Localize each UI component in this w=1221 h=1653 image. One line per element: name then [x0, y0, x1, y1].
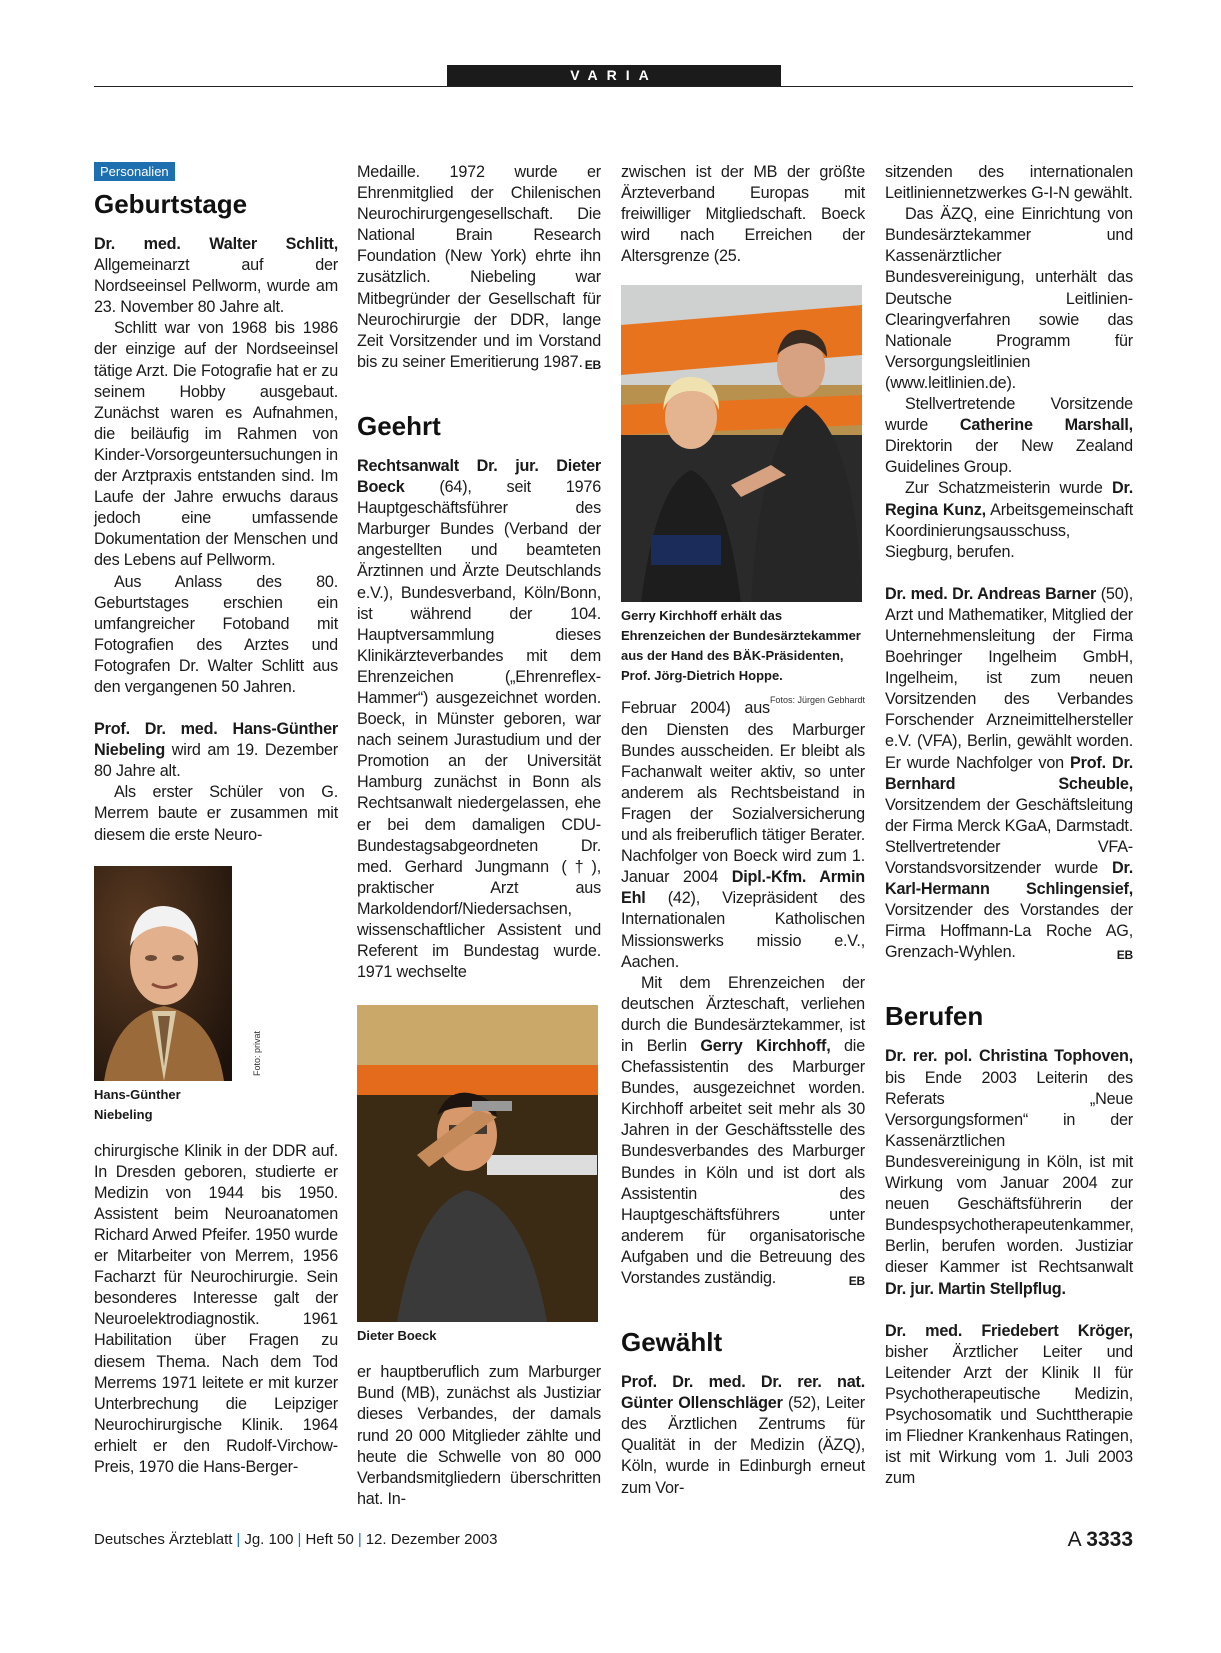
paragraph: Das ÄZQ, eine Einrichtung von Bundesärztekammer und Kassenärztlicher Bundesvereinigung, unterhält das Deutsche Leitlinien-Clearingverfahren sowie das Nationale Programm für Versorgungsleitlinien (www.leitlinien.de). [885, 205, 1133, 392]
paragraph: Februar 2004) aus den Diensten des Marburger Bundes ausscheiden. Er bleibt als Fachanwalt weiter aktiv, so unter anderem als Rechtsbeistand in Fragen der Sozialversicherung und als freiberuflich tätiger Berater. Nachfolger von Boeck wird zum 1. Januar 2004 Dipl.-Kfm. Armin Ehl (42), Vizepräsident des Internationalen Katholischen Missionswerks missio e.V., Aachen. [621, 699, 865, 971]
person-name: Dr. rer. pol. Christina Tophoven, [885, 1047, 1133, 1066]
photo-gerry-kirchhoff [621, 285, 862, 602]
photo-credit: Fotos: Jürgen Gebhardt [769, 695, 865, 706]
paragraph: Dr. med. Walter Schlitt, Allgemeinarzt auf der Nordseeinsel Pellworm, wurde am 23. November 80 Jahre alt. [94, 235, 338, 317]
paragraph: er hauptberuflich zum Marburger Bund (MB), zunächst als Justiziar dieses Verbandes, der damals rund 20 000 Mitglieder zählte und heute die Schwelle von 80 000 Verbandsmitgliedern überschritten hat. In- [357, 1363, 601, 1508]
person-name: Dr. med. Dr. Andreas Barner [885, 584, 1097, 603]
paragraph: Prof. Dr. med. Dr. rer. nat. Günter Ollenschläger (52), Leiter des Ärztlichen Zentrums für Qualität in der Medizin (ÄZQ), Köln, wurde in Edinburgh erneut zum Vor- [621, 1373, 865, 1497]
issue: Heft 50 [305, 1531, 354, 1548]
paragraph: Rechtsanwalt Dr. jur. Dieter Boeck (64), seit 1976 Hauptgeschäftsführer des Marburger Bundes (Verband der angestellten und beamteten Ärztinnen und Ärzte Deutschlands e.V.), Bundesverband, Köln/Bonn, ist während der 104. Hauptversammlung dieses Klinikärzteverbandes mit dem Ehrenzeichen („Ehrenreflex-Hammer“) ausgezeichnet worden. Boeck, in Münster geboren, war nach seinem Jurastudium und der Promotion an der Universität Hamburg zunächst in Bonn als Rechtsanwalt niedergelassen, ehe er bei dem damaligen CDU-Bundestagsabgeordneten Dr. med. Gerhard Jungmann (†), praktischer Arzt aus Markoldendorf/Niedersachsen, wissenschaftlicher Assistent und Referent im Bundestag wurde. 1971 wechselte [357, 456, 601, 982]
person-name: Prof. Dr. med. Hans-Günther Niebeling [94, 720, 338, 760]
paragraph: Mit dem Ehrenzeichen der deutschen Ärzteschaft, verliehen durch die Bundesärztekammer, ist in Berlin Gerry Kirchhoff, die Chefassistentin des Marburger Bundes, ausgezeichnet worden. Kirchhoff arbeitet seit mehr als 30 Jahren in der Geschäftsstelle des Bundesverbandes des Marburger Bundes in Köln und ist dort als Assistentin des Hauptgeschäftsführers unter anderem für organisatorische Aufgaben und die Betreuung des Vorstandes zuständig. EB [621, 973, 865, 1289]
person-name: Rechtsanwalt Dr. jur. Dieter Boeck [357, 456, 601, 497]
heading-berufen: Berufen [885, 1001, 984, 1032]
section-header: VARIA [447, 65, 781, 86]
photo-caption: Gerry Kirchhoff erhält das Ehrenzeichen der Bundesärztekammer aus der Hand des BÄK-Präsidenten, Prof. Jörg-Dietrich Hoppe. Fotos: Jürgen Gebhardt [621, 606, 865, 686]
heading-gewaehlt: Gewählt [621, 1327, 723, 1358]
person-name: Dr. jur. Martin Stellpflug. [885, 1279, 1066, 1298]
column-3 [621, 162, 865, 1499]
column-4 [885, 162, 1133, 1489]
photo-credit: Foto: privat [252, 1030, 262, 1076]
volume: Jg. 100 [244, 1531, 294, 1548]
award-image [621, 285, 862, 602]
paragraph: Dr. med. Dr. Andreas Barner (50), Arzt und Mathematiker, Mitglied der Unternehmensleitung der Firma Boehringer Ingelheim GmbH, Ingelheim, ist zum neuen Vorsitzenden des Verbandes Forschender Arzneimittelhersteller e.V. (VFA), Berlin, gewählt worden. Er wurde Nachfolger von Prof. Dr. Bernhard Scheuble, Vorsitzendem der Geschäftsleitung der Firma Merck KGaA, Darmstadt. Stellvertretender VFA-Vorstandsvorsitzender wurde Dr. Karl-Hermann Schlingensief, Vorsitzender des Vorstandes der Firma Hoffmann-La Roche AG, Grenzach-Wyhlen. EB [885, 584, 1133, 964]
paragraph: Aus Anlass des 80. Geburtstages erschien ein umfangreicher Fotoband mit Fotografien des Arztes und Fotografen Dr. Walter Schlitt aus den vergangenen 50 Jahren. [94, 572, 338, 696]
author-signature: EB [584, 357, 601, 372]
portrait-image [94, 866, 232, 1081]
person-name: Dr. med. Friedebert Kröger, [885, 1321, 1133, 1340]
photo-dieter-boeck [357, 1005, 598, 1322]
event-image [357, 1005, 598, 1322]
person-name: Catherine Marshall, [959, 416, 1133, 435]
paragraph: Prof. Dr. med. Hans-Günther Niebeling wird am 19. Dezember 80 Jahre alt. [94, 720, 338, 781]
paragraph: sitzenden des internationalen Leitliniennetzwerkes G-I-N gewählt. [885, 163, 1133, 203]
person-name: Dipl.-Kfm. Armin Ehl [621, 868, 865, 908]
paragraph: Medaille. 1972 wurde er Ehrenmitglied der Chilenischen Neurochirurgengesellschaft. Die National Brain Research Foundation (New York) ehrte ihn zusätzlich. Niebeling war Mitbegründer der Gesellschaft für Neurochirurgie der DDR, lange Zeit Vorsitzender und im Vorstand bis zu seiner Emeritierung 1987. EB [357, 162, 601, 373]
heading-geburtstage: Geburtstage [94, 189, 248, 219]
photo-caption: Dieter Boeck [357, 1328, 437, 1344]
rubric-tag: Personalien [94, 162, 175, 181]
paragraph: Schlitt war von 1968 bis 1986 der einzige auf der Nordseeinsel tätige Arzt. Die Fotografie hat er zu seinem Hobby ausgebaut. Zunächst waren es Aufnahmen, die beiläufig im Rahmen von Kinder-Vorsorgeuntersuchungen in der Arztpraxis entstanden sind. Im Laufe der Jahre erwuchs daraus jedoch eine umfassende Dokumentation der Menschen und des Lebens auf Pellworm. [94, 319, 338, 570]
journal-name: Deutsches Ärzteblatt [94, 1531, 233, 1548]
paragraph: Als erster Schüler von G. Merrem baute er zusammen mit diesem die erste Neuro- [94, 783, 338, 844]
header-rule [94, 86, 1133, 87]
footer-source: Deutsches Ärzteblatt | Jg. 100 | Heft 50 | 12. Dezember 2003 [94, 1531, 498, 1548]
paragraph: Dr. med. Friedebert Kröger, bisher Ärztlicher Leiter und Leitender Arzt der Klinik II für Psychotherapeutische Medizin, Psychosomatik und Suchttherapie im Fliedner Krankenhaus Ratingen, ist mit Wirkung vom 1. Juli 2003 zum [885, 1321, 1133, 1488]
column-1 [94, 162, 338, 1478]
photo-caption: Hans-Günther Niebeling [94, 1086, 181, 1122]
page-number: A 3333 [1067, 1528, 1133, 1551]
issue-date: 12. Dezember 2003 [365, 1531, 498, 1548]
person-name: Prof. Dr. Bernhard Scheuble, [885, 753, 1133, 793]
paragraph: Zur Schatzmeisterin wurde Dr. Regina Kunz, Arbeitsgemeinschaft Koordinierungsausschuss, Siegburg, berufen. [885, 479, 1134, 561]
author-signature: EB [848, 1274, 865, 1288]
paragraph: chirurgische Klinik in der DDR auf. In Dresden geboren, studierte er Medizin von 1944 bis 1950. Assistent beim Neuroanatomen Richard Arwed Pfeifer. 1950 wurde er Mitarbeiter von Merrem, 1956 Facharzt für Neurochirurgie. Sein besonderes Interesse galt der Neuroelektrodiagnostik. 1961 Habilitation über Fragen zu diesem Thema. Nach dem Tod Merrems 1971 leitete er mit kurzer Unterbrechung die Leipziger Neurochirurgische Klinik. 1964 erhielt er den Rudolf-Virchow-Preis, 1970 die Hans-Berger- [94, 1141, 338, 1477]
person-name: Prof. Dr. med. Dr. rer. nat. Günter Ollenschläger [621, 1373, 865, 1413]
person-name: Dr. med. Walter Schlitt, [94, 235, 338, 253]
portrait-photo-niebeling [94, 866, 232, 1081]
person-name: Dr. Karl-Hermann Schlingensief, [885, 859, 1133, 899]
person-name: Gerry Kirchhoff, [700, 1036, 831, 1055]
column-2 [357, 162, 601, 1510]
paragraph: Stellvertretende Vorsitzende wurde Catherine Marshall, Direktorin der New Zealand Guidelines Group. [885, 395, 1133, 477]
heading-geehrt: Geehrt [357, 410, 441, 441]
paragraph: Dr. rer. pol. Christina Tophoven, bis Ende 2003 Leiterin des Referats „Neue Versorgungsformen“ in der Kassenärztlichen Bundesvereinigung in Köln, ist mit Wirkung vom Januar 2004 zur neuen Geschäftsführerin der Bundespsychotherapeutenkammer, Berlin, berufen worden. Justiziar dieser Kammer ist Rechtsanwalt Dr. jur. Martin Stellpflug. [885, 1047, 1134, 1298]
paragraph: zwischen ist der MB der größte Ärzteverband Europas mit freiwilliger Mitgliedschaft. Boeck wird nach Erreichen der Altersgrenze (25. [621, 163, 865, 266]
person-name: Dr. Regina Kunz, [885, 479, 1133, 519]
author-signature: EB [1116, 948, 1133, 963]
